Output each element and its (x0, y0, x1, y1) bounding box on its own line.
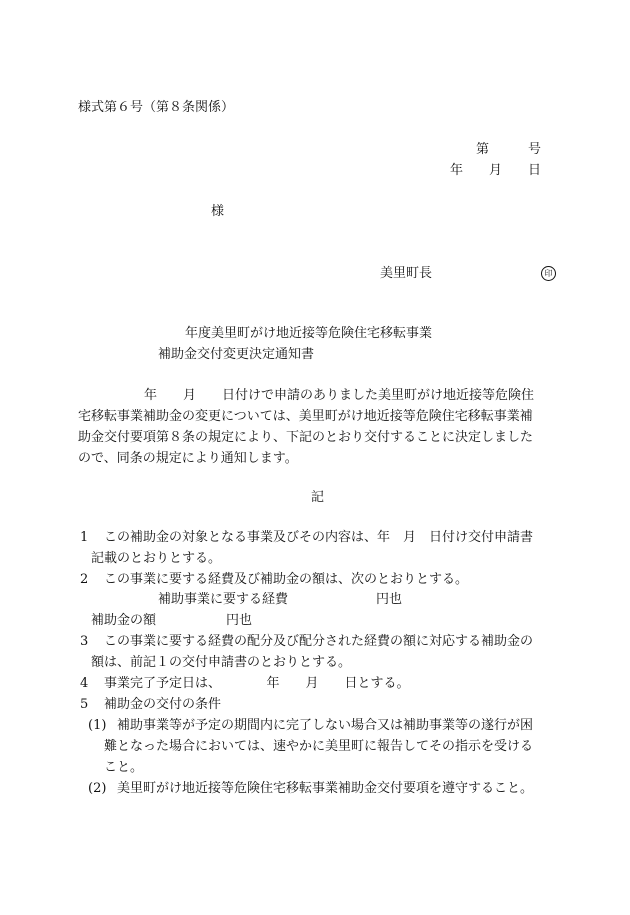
grant-label: 補助金の額 (91, 613, 157, 628)
condition-1-line-2: 難となった場合においては、速やかに美里町に報告してその指示を受ける (104, 739, 534, 754)
item-3-number: 3 (80, 634, 89, 649)
item-5-line-1: 補助金の交付の条件 (104, 697, 222, 712)
title-line-1: 年度美里町がけ地近接等危険住宅移転事業 (185, 326, 433, 341)
item-2-line-1: この事業に要する経費及び補助金の額は、次のとおりとする。 (104, 572, 469, 587)
condition-1-line-3: こと。 (104, 760, 144, 775)
condition-1-line-1: 補助事業等が予定の期間内に完了しない場合又は補助事業等の遂行が困 (117, 718, 534, 733)
expense-label: 補助事業に要する経費 (158, 592, 289, 607)
item-2-number: 2 (80, 572, 89, 587)
item-4-line-1: 事業完了予定日は、 年 月 日とする。 (104, 676, 410, 691)
seal-icon: 印 (541, 266, 556, 281)
document-date: 年 月 日 (450, 163, 542, 178)
title-line-2: 補助金交付変更決定通知書 (158, 347, 315, 362)
ki-heading: 記 (311, 490, 325, 505)
item-5-number: 5 (80, 697, 89, 712)
seal (541, 263, 556, 284)
body-line-3: 助金交付要項第８条の規定により、下記のとおり交付することに決定しました (78, 430, 534, 445)
body-line-1: 年 月 日付けで申請のありました美里町がけ地近接等危険住 (144, 388, 535, 403)
condition-2-line-1: 美里町がけ地近接等危険住宅移転事業補助金交付要項を遵守すること。 (117, 781, 534, 796)
addressee-suffix: 様 (211, 204, 225, 219)
item-4-number: 4 (80, 676, 89, 691)
body-line-4: ので、同条の規定により通知します。 (78, 451, 298, 466)
body-line-2: 宅移転事業補助金の変更については、美里町がけ地近接等危険住宅移転事業補 (78, 409, 533, 424)
item-3-line-2: 額は、前記１の交付申請書のとおりとする。 (91, 655, 352, 670)
item-1-line-1: この補助金の対象となる事業及びその内容は、年 月 日付け交付申請書 (104, 530, 534, 545)
condition-1-number: (1) (88, 718, 107, 733)
item-1-line-2: 記載のとおりとする。 (91, 551, 222, 566)
expense-unit: 円也 (376, 592, 403, 607)
form-label: 様式第６号（第８条関係） (78, 100, 235, 115)
issuer-name: 美里町長 (380, 266, 433, 281)
item-1-number: 1 (80, 530, 89, 545)
condition-2-number: (2) (88, 781, 107, 796)
item-3-line-1: この事業に要する経費の配分及び配分された経費の額に対応する補助金の (104, 634, 534, 649)
document-number: 第 号 (476, 142, 542, 157)
grant-unit: 円也 (226, 613, 253, 628)
